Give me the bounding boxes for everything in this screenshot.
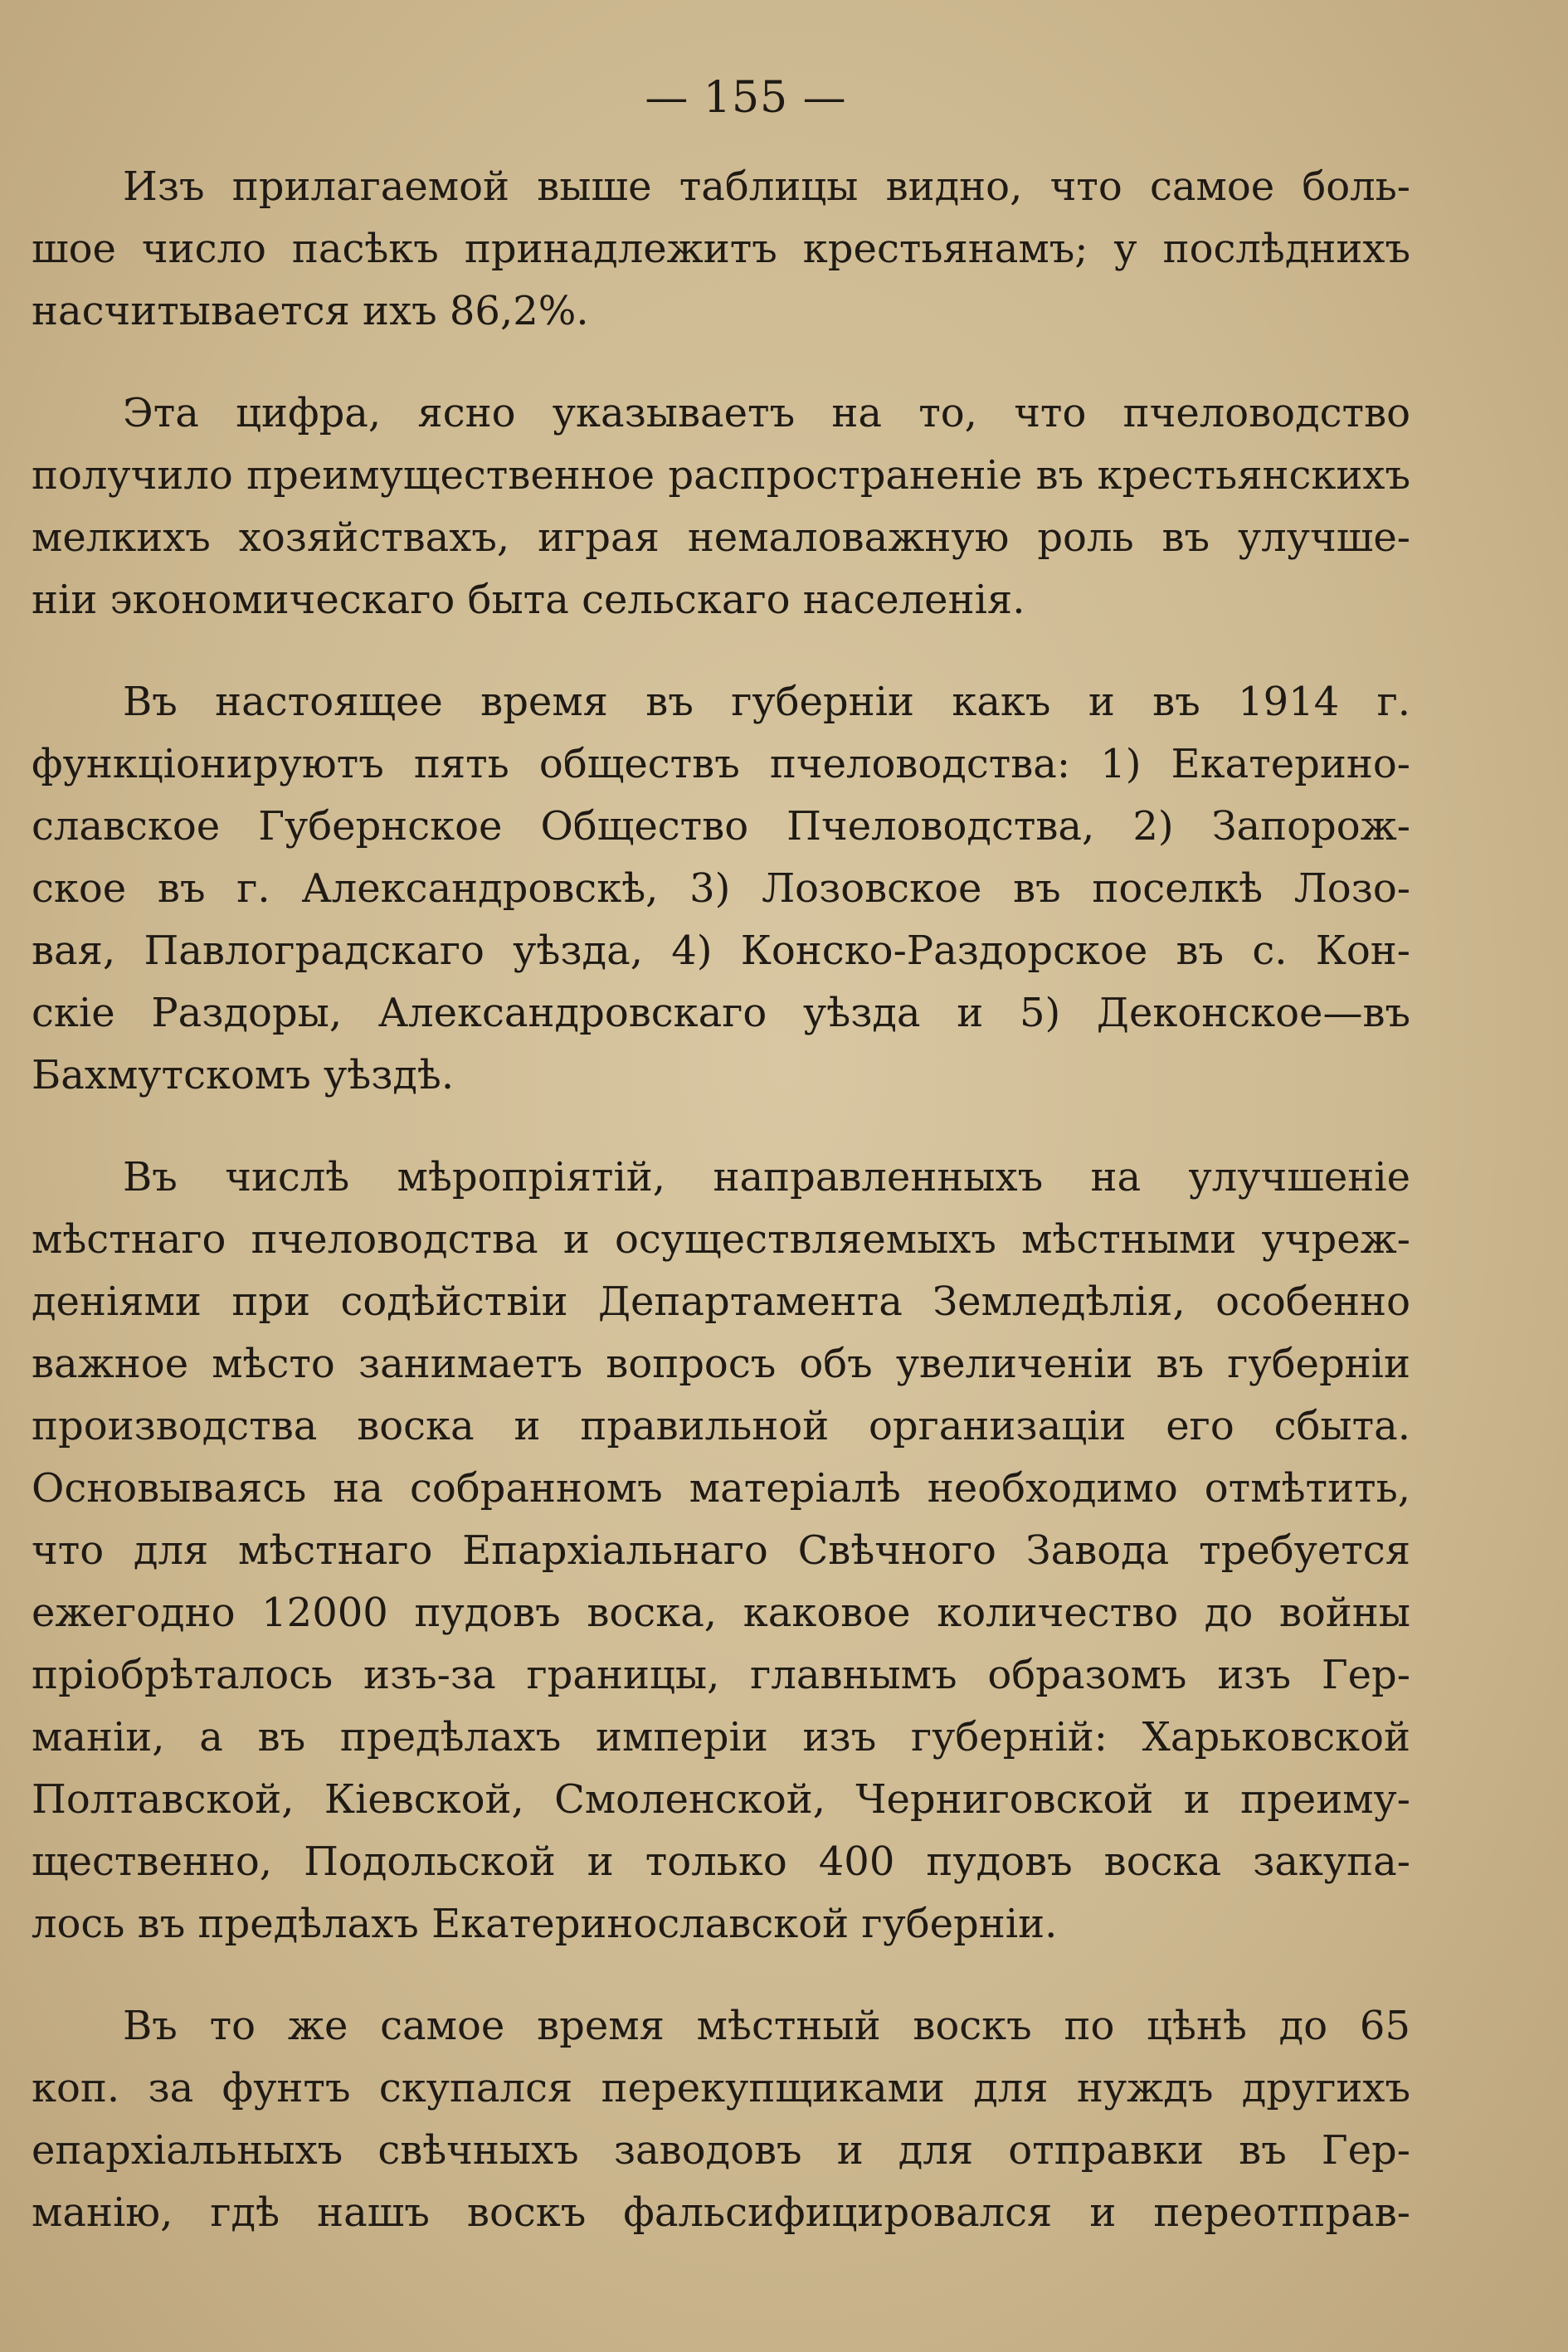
- text-line: мѣстнаго пчеловодства и осуществляемыхъ мѣстными учреж-: [32, 1216, 1410, 1263]
- paragraph-3: [32, 671, 1410, 1107]
- text-line: Въ то же самое время мѣстный воскъ по цѣнѣ до 65: [123, 2003, 1410, 2049]
- text-line: славское Губернское Общество Пчеловодства, 2) Запорож-: [32, 803, 1410, 850]
- text-line: деніями при содѣйствіи Департамента Земледѣлія, особенно: [32, 1278, 1410, 1325]
- text-line: епархіальныхъ свѣчныхъ заводовъ и для отправки въ Гер-: [32, 2127, 1410, 2174]
- page-number: — 155 —: [645, 73, 847, 123]
- text-line: пріобрѣталось изъ-за границы, главнымъ образомъ изъ Гер-: [32, 1652, 1410, 1698]
- text-line: маніи, а въ предѣлахъ имперіи изъ губерній: Харьковской: [32, 1714, 1410, 1760]
- text-line: Эта цифра, ясно указываетъ на то, что пчеловодство: [123, 390, 1410, 436]
- text-line: Въ настоящее время въ губерніи какъ и въ 1914 г.: [123, 679, 1410, 725]
- text-line: ніи экономическаго быта сельскаго населенія.: [32, 577, 1025, 623]
- text-line: получило преимущественное распространеніе въ крестьянскихъ: [32, 452, 1410, 499]
- text-line: производства воска и правильной организаціи его сбыта.: [32, 1403, 1410, 1449]
- text-line: ское въ г. Александровскѣ, 3) Лозовское въ поселкѣ Лозо-: [32, 865, 1410, 912]
- text-line: Въ числѣ мѣропріятій, направленныхъ на улучшеніе: [123, 1154, 1410, 1200]
- paragraph-5: [32, 1995, 1410, 2244]
- text-line: Изъ прилагаемой выше таблицы видно, что самое боль-: [123, 163, 1410, 210]
- paragraph-2: [32, 382, 1410, 631]
- paragraph-4: [32, 1147, 1410, 1955]
- text-line: Бахмутскомъ уѣздѣ.: [32, 1052, 455, 1098]
- text-line: что для мѣстнаго Епархіальнаго Свѣчного Завода требуется: [32, 1527, 1410, 1574]
- text-line: манію, гдѣ нашъ воскъ фальсифицировался и переотправ-: [32, 2189, 1410, 2236]
- text-line: скіе Раздоры, Александровскаго уѣзда и 5) Деконское—въ: [32, 990, 1410, 1036]
- text-line: мелкихъ хозяйствахъ, играя немаловажную роль въ улучше-: [32, 514, 1410, 561]
- text-line: Полтавской, Кіевской, Смоленской, Черниговской и преиму-: [32, 1776, 1410, 1823]
- text-line: коп. за фунтъ скупался перекупщиками для нуждъ другихъ: [32, 2065, 1410, 2111]
- paragraph-1: [32, 156, 1410, 343]
- text-line: важное мѣсто занимаетъ вопросъ объ увеличеніи въ губерніи: [32, 1341, 1410, 1387]
- text-line: щественно, Подольской и только 400 пудовъ воска закупа-: [32, 1838, 1410, 1885]
- text-line: лось въ предѣлахъ Екатеринославской губерніи.: [32, 1901, 1058, 1947]
- text-line: ежегодно 12000 пудовъ воска, каковое количество до войны: [32, 1590, 1410, 1636]
- text-line: шое число пасѣкъ принадлежитъ крестьянамъ; у послѣднихъ: [32, 226, 1410, 272]
- text-line: Основываясь на собранномъ матеріалѣ необходимо отмѣтить,: [32, 1465, 1410, 1512]
- text-line: вая, Павлоградскаго уѣзда, 4) Конско-Раздорское въ с. Кон-: [32, 928, 1410, 974]
- text-line: насчитывается ихъ 86,2%.: [32, 288, 589, 334]
- text-line: функціонируютъ пять обществъ пчеловодства: 1) Екатерино-: [32, 741, 1410, 787]
